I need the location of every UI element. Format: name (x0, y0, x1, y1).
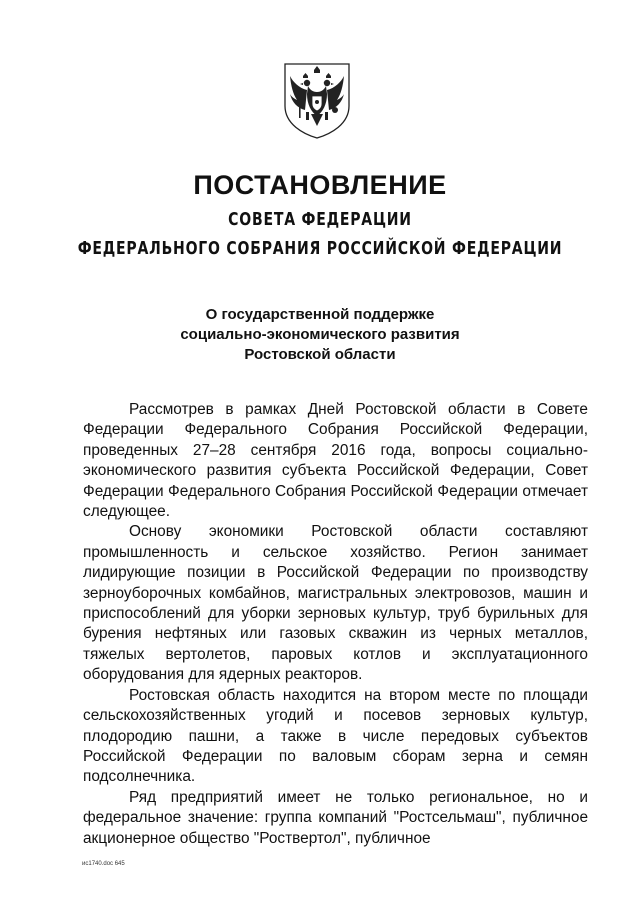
body-paragraph: Ряд предприятий имеет не только региональное, но и федеральное значение: группа компаний "Ростсельмаш", публичное акционерное общество "Роствертол", публичное (83, 788, 588, 847)
coat-of-arms-emblem-icon (281, 60, 353, 140)
document-body (83, 400, 588, 849)
document-type-title: ПОСТАНОВЛЕНИЕ (193, 170, 447, 200)
document-subject (0, 305, 640, 365)
issuer-line-2: ФЕДЕРАЛЬНОГО СОБРАНИЯ РОССИЙСКОЙ ФЕДЕРАЦИИ (77, 238, 563, 259)
body-paragraph: Рассмотрев в рамках Дней Ростовской области в Совете Федерации Федерального Собрания Российской Федерации, проведенных 27–28 сентября 2016 года, вопросы социально-экономического развития субъекта Российской Федерации, Совет Федерации Федерального Собрания Российской Федерации отмечает следующее. (83, 401, 588, 521)
body-paragraph: Основу экономики Ростовской области составляют промышленность и сельское хозяйство. Регион занимает лидирующие позиции в Российской Федерации по производству зерноуборочных комбайнов, магистральных электровозов, машин и приспособлений для уборки зерновых культур, труб бурильных для бурения нефтяных или газовых скважин из черных металлов, тяжелых вертолетов, паровых котлов и эксплуатационного оборудования для ядерных реакторов. (83, 523, 588, 684)
body-paragraph: Ростовская область находится на втором месте по площади сельскохозяйственных угодий и посевов зерновых культур, плодородию пашни, а также в числе передовых субъектов Российской Федерации по валовым сборам зерна и семян подсолнечника. (83, 686, 588, 786)
issuer-line-1: СОВЕТА ФЕДЕРАЦИИ (228, 209, 412, 230)
subject-line-1: О государственной поддержке (205, 306, 435, 323)
document-code-footer: ис1740.doc 645 (82, 861, 125, 867)
subject-line-3: Ростовской области (244, 346, 396, 363)
subject-line-2: социально-экономического развития (180, 326, 460, 343)
